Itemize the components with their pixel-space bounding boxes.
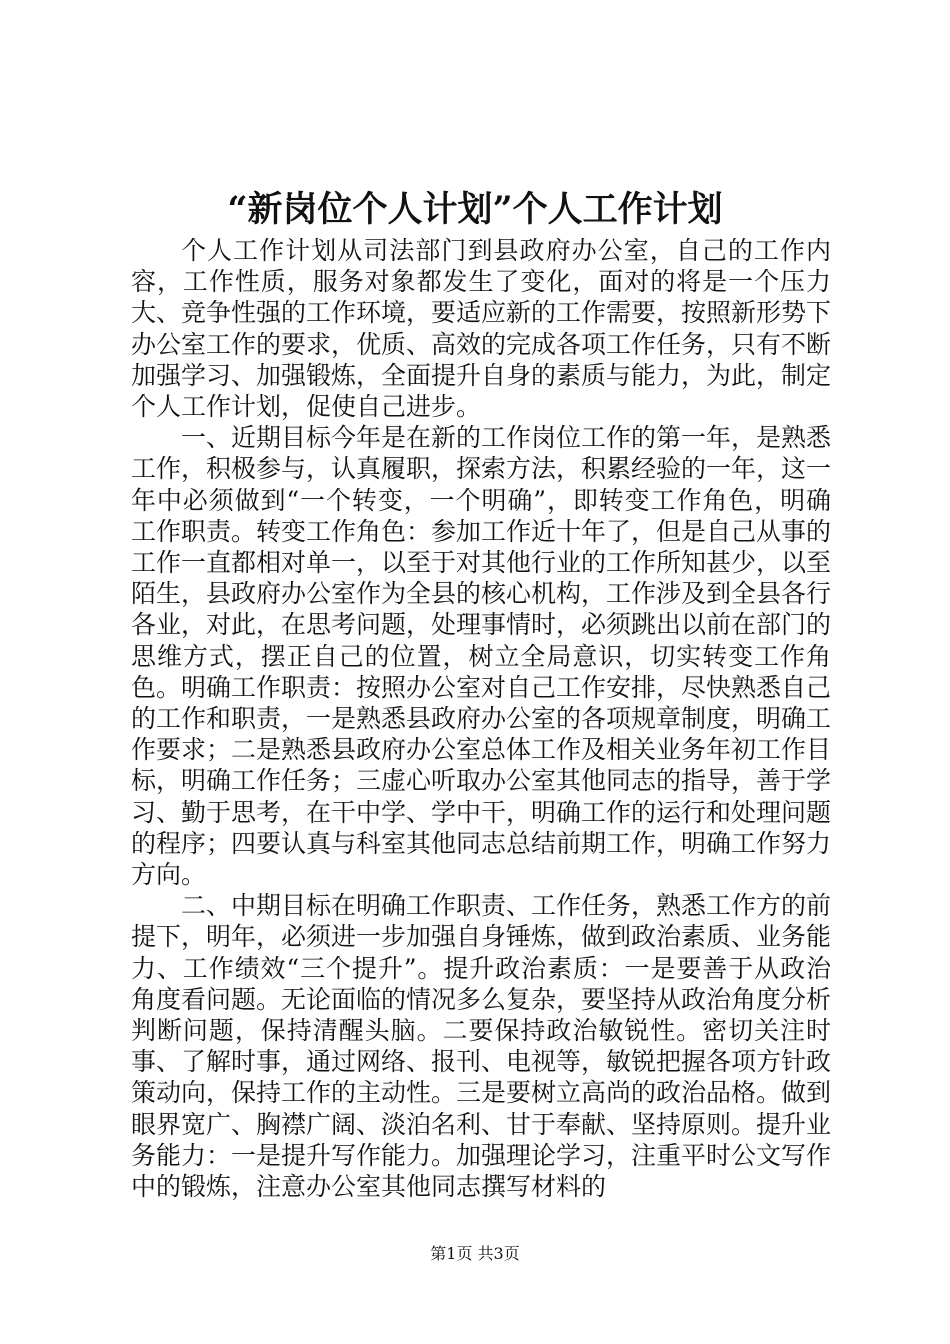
paragraph-short-term-goal: 一、近期目标今年是在新的工作岗位工作的第一年，是熟悉工作，积极参与，认真履职，探索方法，积累经验的一年，这一年中必须做到“一个转变，一个明确”，即转变工作角色，明确工作职责。转变工作角色：参加工作近十年了，但是自己从事的工作一直都相对单一，以至于对其他行业的工作所知甚少，以至陌生，县政府办公室作为全县的核心机构，工作涉及到全县各行各业，对此，在思考问题，处理事情时，必须跳出以前在部门的思维方式，摆正自己的位置，树立全局意识，切实转变工作角色。明确工作职责：按照办公室对自己工作安排，尽快熟悉自己的工作和职责，一是熟悉县政府办公室的各项规章制度，明确工作要求；二是熟悉县政府办公室总体工作及相关业务年初工作目标，明确工作任务；三虚心听取办公室其他同志的指导，善于学习、勤于思考，在干中学、学中干，明确工作的运行和处理问题的程序；四要认真与科室其他同志总结前期工作，明确工作努力方向。 [131, 423, 832, 890]
document-title: “新岗位个人计划”个人工作计划 [227, 189, 723, 230]
page-footer: 第1页 共3页 [430, 1244, 520, 1263]
paragraph-intro: 个人工作计划从司法部门到县政府办公室，自己的工作内容，工作性质，服务对象都发生了变化，面对的将是一个压力大、竞争性强的工作环境，要适应新的工作需要，按照新形势下办公室工作的要求，优质、高效的完成各项工作任务，只有不断加强学习、加强锻炼，全面提升自身的素质与能力，为此，制定个人工作计划，促使自己进步。 [131, 236, 832, 422]
document-body [131, 235, 831, 1202]
paragraph-mid-term-goal: 二、中期目标在明确工作职责、工作任务，熟悉工作方的前提下，明年，必须进一步加强自身锤炼，做到政治素质、业务能力、工作绩效“三个提升”。提升政治素质：一是要善于从政治角度看问题。无论面临的情况多么复杂，要坚持从政治角度分析判断问题，保持清醒头脑。二要保持政治敏锐性。密切关注时事、了解时事，通过网络、报刊、电视等，敏锐把握各项方针政策动向，保持工作的主动性。三是要树立高尚的政治品格。做到眼界宽广、胸襟广阔、淡泊名利、甘于奉献、坚持原则。提升业务能力：一是提升写作能力。加强理论学习，注重平时公文写作中的锻炼，注意办公室其他同志撰写材料的 [131, 891, 832, 1202]
